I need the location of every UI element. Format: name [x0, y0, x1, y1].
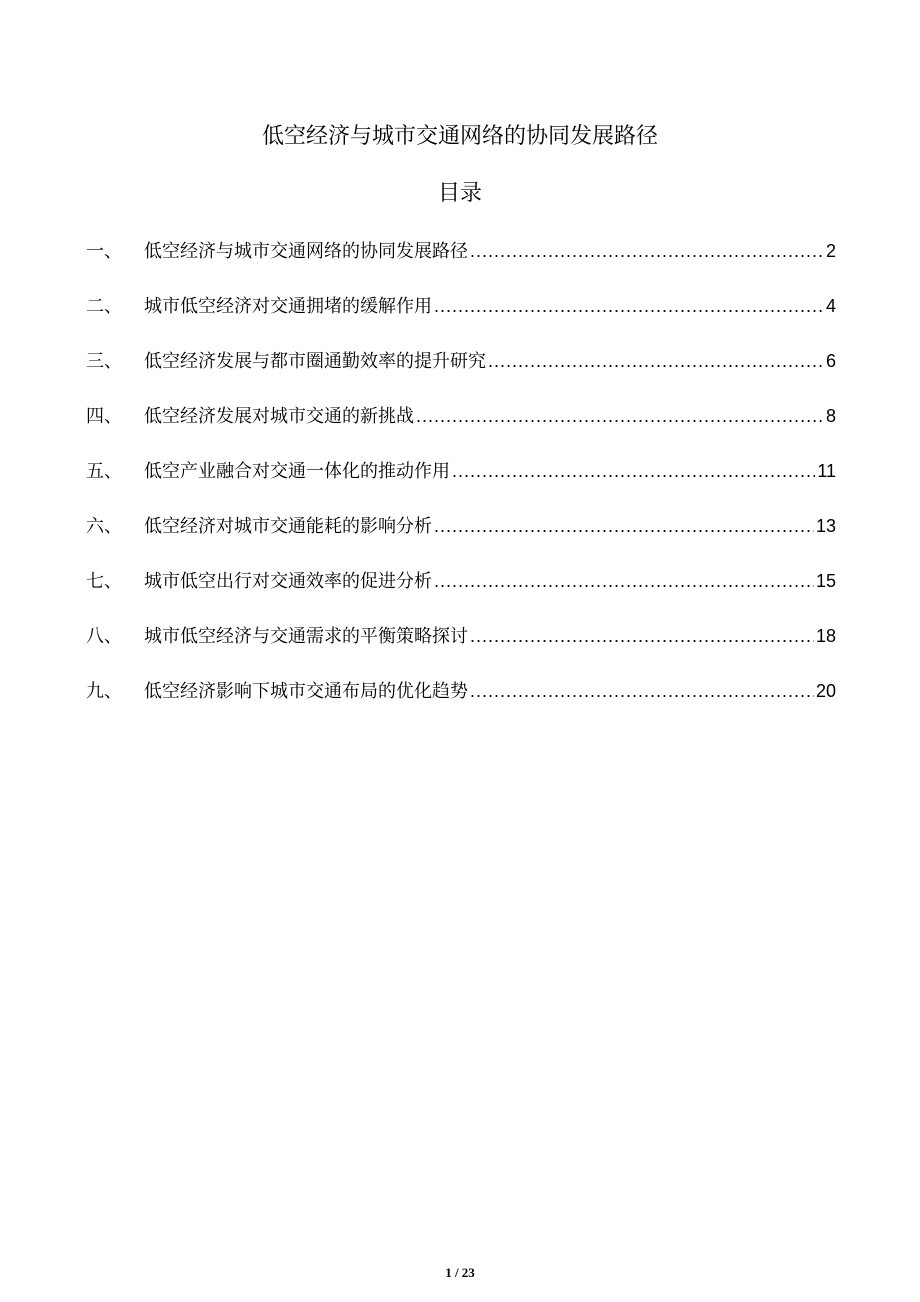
toc-leader-dots [470, 618, 814, 654]
toc-entry-number: 一、 [86, 241, 122, 262]
toc-entry[interactable] [86, 453, 836, 508]
toc-entry-number: 四、 [86, 406, 122, 427]
toc-entry-title: 低空经济与城市交通网络的协同发展路径 [144, 241, 468, 262]
toc-entry[interactable] [86, 398, 836, 453]
toc-entry-title: 低空经济发展对城市交通的新挑战 [144, 406, 414, 427]
table-of-contents [86, 233, 836, 728]
page-number-footer: 1 / 23 [445, 1265, 475, 1280]
toc-entry-number: 三、 [86, 351, 122, 372]
toc-leader-dots [434, 563, 814, 599]
toc-entry-title: 低空经济对城市交通能耗的影响分析 [144, 516, 432, 537]
toc-entry-number: 六、 [86, 516, 122, 537]
toc-leader-dots [434, 288, 824, 324]
toc-entry[interactable] [86, 233, 836, 288]
toc-entry[interactable] [86, 563, 836, 618]
toc-entry-number: 七、 [86, 571, 122, 592]
toc-leader-dots [434, 508, 814, 544]
toc-entry-page: 20 [815, 681, 836, 701]
toc-entry-title: 低空经济发展与都市圈通勤效率的提升研究 [144, 351, 486, 372]
toc-leader-dots [470, 673, 814, 709]
toc-heading: 目录 [437, 181, 482, 206]
toc-entry-title: 城市低空出行对交通效率的促进分析 [144, 571, 432, 592]
toc-entry[interactable] [86, 673, 836, 728]
toc-entry[interactable] [86, 508, 836, 563]
toc-entry-page: 11 [817, 461, 836, 481]
toc-entry-number: 二、 [86, 296, 122, 317]
toc-entry[interactable] [86, 618, 836, 673]
toc-entry[interactable] [86, 288, 836, 343]
toc-entry-page: 8 [825, 406, 836, 426]
toc-entry-page: 6 [825, 351, 836, 371]
toc-entry-number: 八、 [86, 626, 122, 647]
toc-entry-page: 4 [825, 296, 836, 316]
toc-entry-title: 低空经济影响下城市交通布局的优化趋势 [144, 681, 468, 702]
toc-entry-title: 城市低空经济与交通需求的平衡策略探讨 [144, 626, 468, 647]
toc-entry-page: 18 [815, 626, 836, 646]
toc-entry-page: 2 [825, 241, 836, 261]
toc-entry-number: 五、 [86, 461, 122, 482]
document-title: 低空经济与城市交通网络的协同发展路径 [261, 124, 658, 149]
toc-leader-dots [416, 398, 824, 434]
toc-entry-page: 15 [815, 571, 836, 591]
toc-entry-title: 城市低空经济对交通拥堵的缓解作用 [144, 296, 432, 317]
toc-leader-dots [488, 343, 824, 379]
toc-entry-page: 13 [815, 516, 836, 536]
toc-entry[interactable] [86, 343, 836, 398]
toc-entry-title: 低空产业融合对交通一体化的推动作用 [144, 461, 450, 482]
toc-leader-dots [470, 233, 824, 269]
toc-leader-dots [452, 453, 815, 489]
toc-entry-number: 九、 [86, 681, 122, 702]
